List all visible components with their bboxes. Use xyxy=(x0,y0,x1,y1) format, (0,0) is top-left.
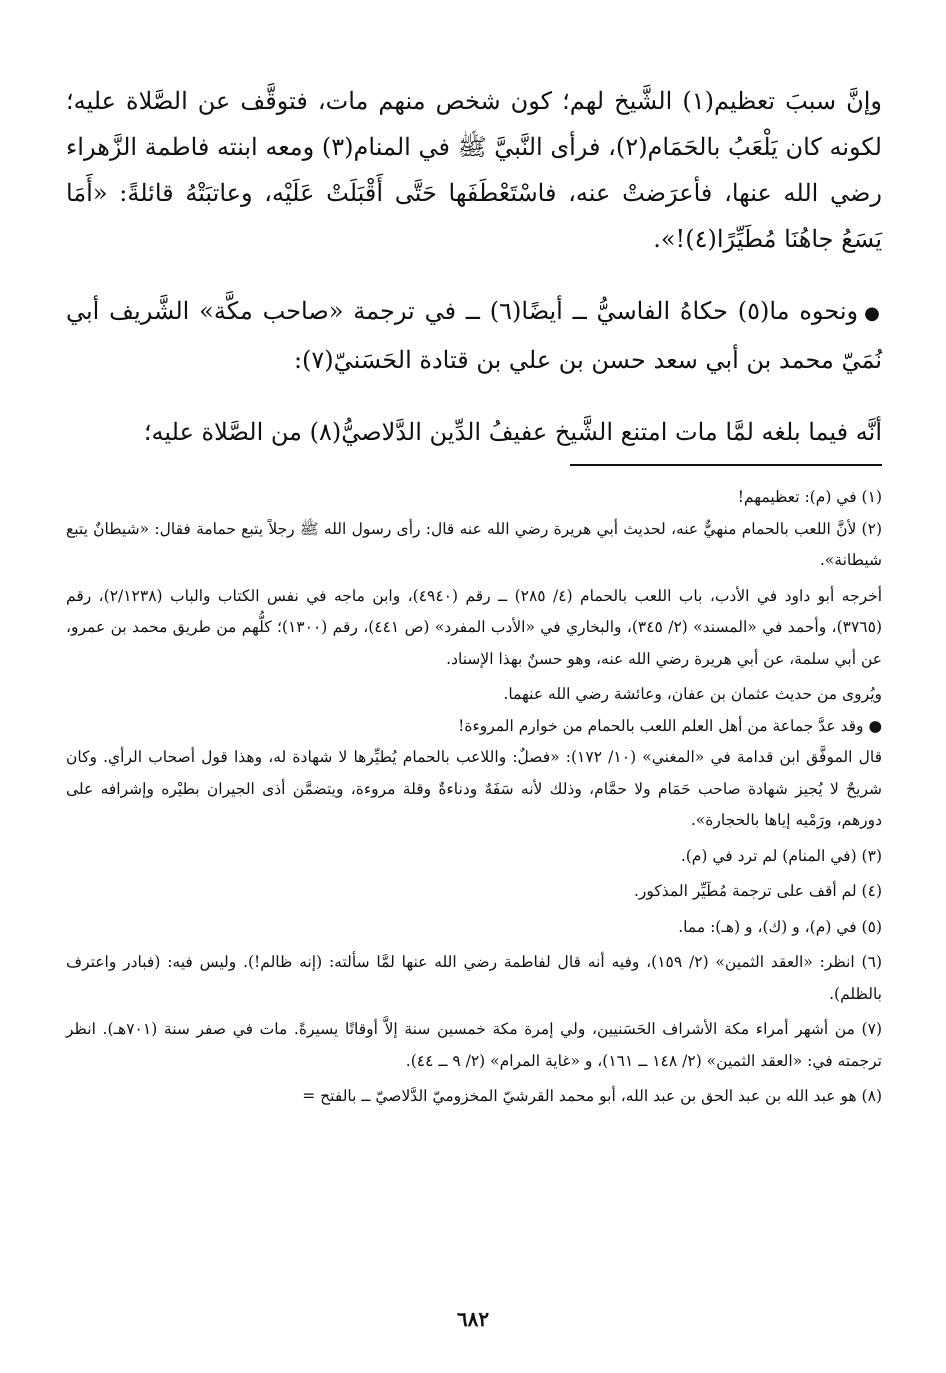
main-paragraph-1: وإنَّ سببَ تعظيم(١) الشَّيخ لهم؛ كون شخص منهم مات، فتوقَّف عن الصَّلاة عليه؛ لكونه كان يَلْعَبُ بالحَمَام(٢)، فرأى النَّبيَّ ﷺ في المنام(٣) ومعه ابنته فاطمة الزَّهراء رضي الله عنها، فأعرَضتْ عنه، فاسْتَعْطَفَها حَتَّى أَقْبَلَتْ عَلَيْه، وعاتبَتْهُ قائلةً: «أَمَا يَسَعُ جاهُنَا مُطَيِّرًا(٤)!». xyxy=(66,87,882,253)
main-paragraph-3: أنَّه فيما بلغه لمَّا مات امتنع الشَّيخ عفيفُ الدِّين الدَّلاصيُّ(٨) من الصَّلاة عليه؛ xyxy=(143,418,882,446)
footnote-2-takhrij: أخرجه أبو داود في الأدب، باب اللعب بالحمام (٤/ ٢٨٥) ــ رقم (٤٩٤٠)، وابن ماجه في نفس الكتاب والباب (٢/١٢٣٨)، رقم (٣٧٦٥)، وأحمد في «المسند» (٢/ ٣٤٥)، والبخاري في «الأدب المفرد» (ص ٤٤١)، رقم (١٣٠٠)؛ كلُّهم من طريق محمد بن عمرو، عن أبي سلمة، عن أبي هريرة رضي الله عنه، وهو حسنٌ بهذا الإسناد. xyxy=(66,586,883,668)
footnote-separator xyxy=(570,464,882,466)
footnote-2: (٢) لأنَّ اللعب بالحمام منهيٌّ عنه، لحديث أبي هريرة رضي الله عنه قال: رأى رسول الله ﷺ رجلاً يتبع حمامة فقال: «شيطانٌ يتبع شيطانة». xyxy=(66,519,882,569)
footnote-6: (٦) انظر: «العقد الثمين» (٢/ ١٥٩)، وفيه أنه قال لفاطمة رضي الله عنها لمَّا سألته: (إنه ظالم!). وليس فيه: (فبادر واعترف بالظلم). xyxy=(66,953,882,1003)
main-paragraph-2-text: ونحوه ما(٥) حكاهُ الفاسيُّ ــ أيضًا(٦) ــ في ترجمة «صاحب مكَّة» الشَّريف أبي نُمَيّ محمد بن أبي سعد حسن بن علي بن قتادة الحَسَنيّ(٧): xyxy=(66,297,882,374)
main-text xyxy=(66,78,882,455)
footnote-1: (١) في (م): تعظيمهم! xyxy=(737,488,882,506)
footnote-3: (٣) (في المنام) لم ترد في (م). xyxy=(680,846,882,865)
footnote-4: (٤) لم أقف على ترجمة مُطَيِّر المذكور. xyxy=(634,882,882,900)
page-number: ٦٨٢ xyxy=(456,1307,490,1331)
bullet-icon: ● xyxy=(864,303,882,324)
footnote-8: (٨) هو عبد الله بن عبد الحق بن عبد الله، أبو محمد القرشيّ المخزوميّ الدَّلاصيّ ــ بالفتح = xyxy=(302,1087,882,1105)
footnote-7: (٧) من أشهر أمراء مكة الأشراف الحَسَنيين، ولي إمرة مكة خمسين سنة إلاَّ أوقاتًا يسيرةً. مات في صفر سنة (٧٠١هـ). انظر ترجمته في: «العقد الثمين» (٢/ ١٤٨ ــ ١٦١)، و «غاية المرام» (٢/ ٩ ــ ٤٤). xyxy=(66,1020,882,1070)
footnote-2-ibn-qudama-quote: قال الموفَّق ابن قدامة في «المغني» (١٠/ ١٧٢): «فصلٌ: واللاعب بالحمام يُطيِّرها لا شهادة له، وهذا قول أصحاب الرأي. وكان شريحٌ لا يُجيز شهادة صاحب حَمَام ولا حمَّام، وذلك لأنه سَفَهٌ ودناءةٌ وقلة مروءة، ويتضمَّن أذى الجيران بطيْره وإشرافه على دورهم، ورَمْيه إياها بالحجارة». xyxy=(66,748,882,829)
footnote-2-other-narrations: ويُروى من حديث عثمان بن عفان، وعائشة رضي الله عنهما. xyxy=(503,685,882,703)
book-page xyxy=(66,78,882,1338)
footnote-5: (٥) في (م)، و (ك)، و (هـ): مما. xyxy=(678,917,882,936)
footnote-2-scholars-note: ● وقد عدَّ جماعة من أهل العلم اللعب بالحمام من خوارم المروءة! xyxy=(458,716,882,735)
main-paragraph-2 xyxy=(66,288,882,383)
footnotes xyxy=(66,482,882,1113)
